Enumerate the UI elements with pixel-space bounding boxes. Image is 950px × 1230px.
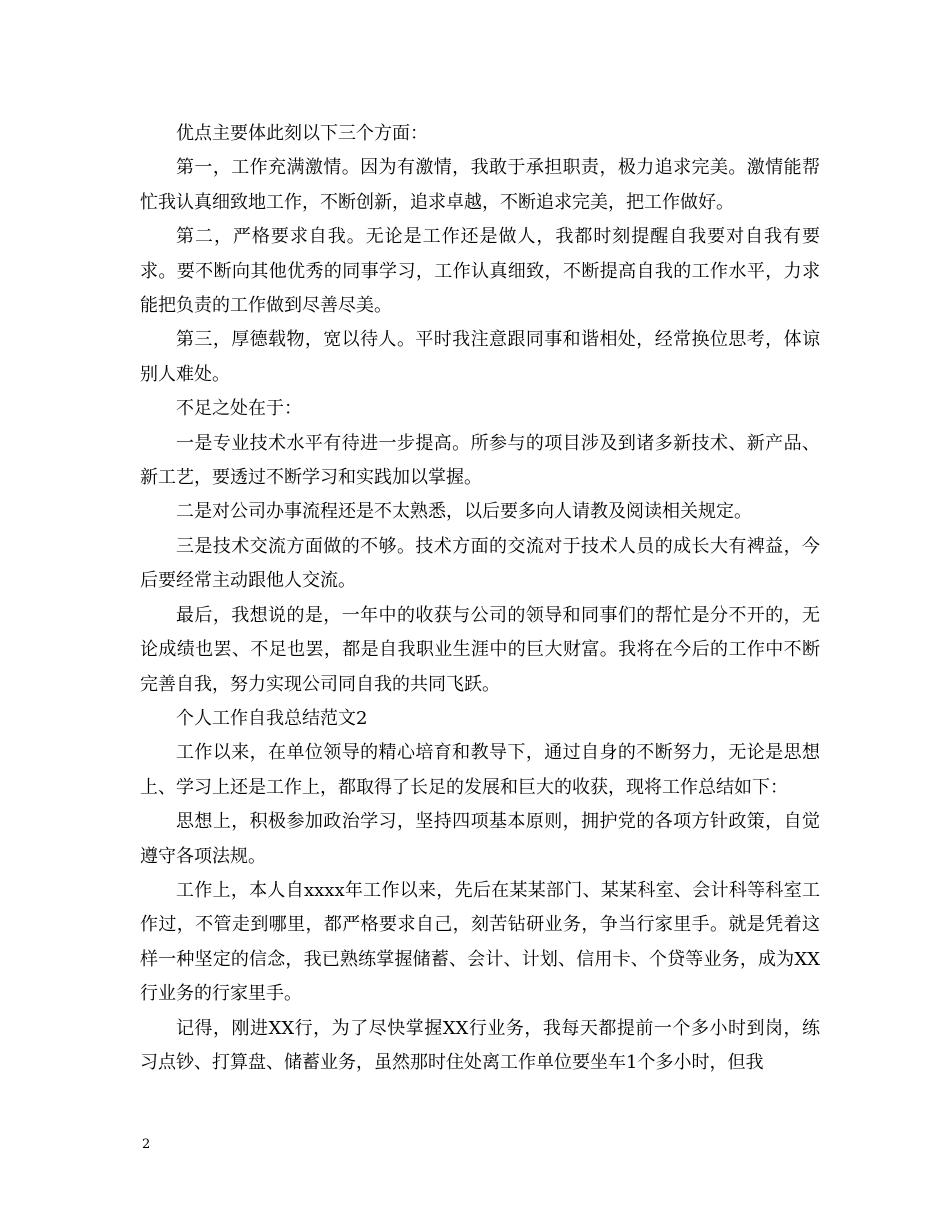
section-heading: 个人工作自我总结范文2 bbox=[176, 707, 368, 729]
page-number: 2 bbox=[142, 1137, 151, 1152]
paragraph-weakness-process: 二是对公司办事流程还是不太熟悉，以后要多向人请教及阅读相关规定。 bbox=[176, 501, 752, 523]
paragraph-work: 工作上，本人自xxxx年工作以来，先后在某某部门、某某科室、会计科等科室工作过，不管走到哪里，都严格要求自己，刻苦钻研业务，争当行家里手。就是凭着这样一种坚定的信念，我已熟练掌握储蓄、会计、计划、信用卡、个贷等业务，成为XX行业务的行家里手。 bbox=[140, 879, 820, 1005]
paragraph-weakness-technical: 一是专业技术水平有待进一步提高。所参与的项目涉及到诸多新技术、新产品、新工艺，要透过不断学习和实践加以掌握。 bbox=[140, 432, 820, 489]
paragraph-strength-passion: 第一，工作充满激情。因为有激情，我敢于承担职责，极力追求完美。激情能帮忙我认真细致地工作，不断创新，追求卓越，不断追求完美，把工作做好。 bbox=[140, 157, 820, 213]
paragraph-conclusion: 最后，我想说的是，一年中的收获与公司的领导和同事们的帮忙是分不开的，无论成绩也罢、不足也罢，都是自我职业生涯中的巨大财富。我将在今后的工作中不断完善自我，努力实现公司同自我的共同飞跃。 bbox=[140, 604, 820, 695]
paragraph-strength-self-discipline: 第二，严格要求自我。无论是工作还是做人，我都时刻提醒自我要对自我有要求。要不断向其他优秀的同事学习，工作认真细致，不断提高自我的工作水平，力求能把负责的工作做到尽善尽美。 bbox=[140, 226, 820, 317]
paragraph-strength-tolerance: 第三，厚德载物，宽以待人。平时我注意跟同事和谐相处，经常换位思考，体谅别人难处。 bbox=[140, 329, 820, 385]
paragraph-ideology: 思想上，积极参加政治学习，坚持四项基本原则，拥护党的各项方针政策，自觉遵守各项法规。 bbox=[140, 811, 820, 867]
paragraph-weaknesses-intro: 不足之处在于： bbox=[176, 398, 302, 420]
paragraph-memory: 记得，刚进XX行，为了尽快掌握XX行业务，我每天都提前一个多小时到岗，练习点钞、打算盘、储蓄业务，虽然那时住处离工作单位要坐车1个多小时，但我 bbox=[140, 1017, 820, 1073]
document-body bbox=[140, 117, 820, 1080]
paragraph-summary-intro: 工作以来，在单位领导的精心培育和教导下，通过自身的不断努力，无论是思想上、学习上还是工作上，都取得了长足的发展和巨大的收获，现将工作总结如下： bbox=[140, 742, 820, 798]
paragraph-weakness-communication: 三是技术交流方面做的不够。技术方面的交流对于技术人员的成长大有裨益，今后要经常主动跟他人交流。 bbox=[140, 535, 820, 592]
paragraph-strengths-intro: 优点主要体此刻以下三个方面： bbox=[176, 123, 428, 144]
